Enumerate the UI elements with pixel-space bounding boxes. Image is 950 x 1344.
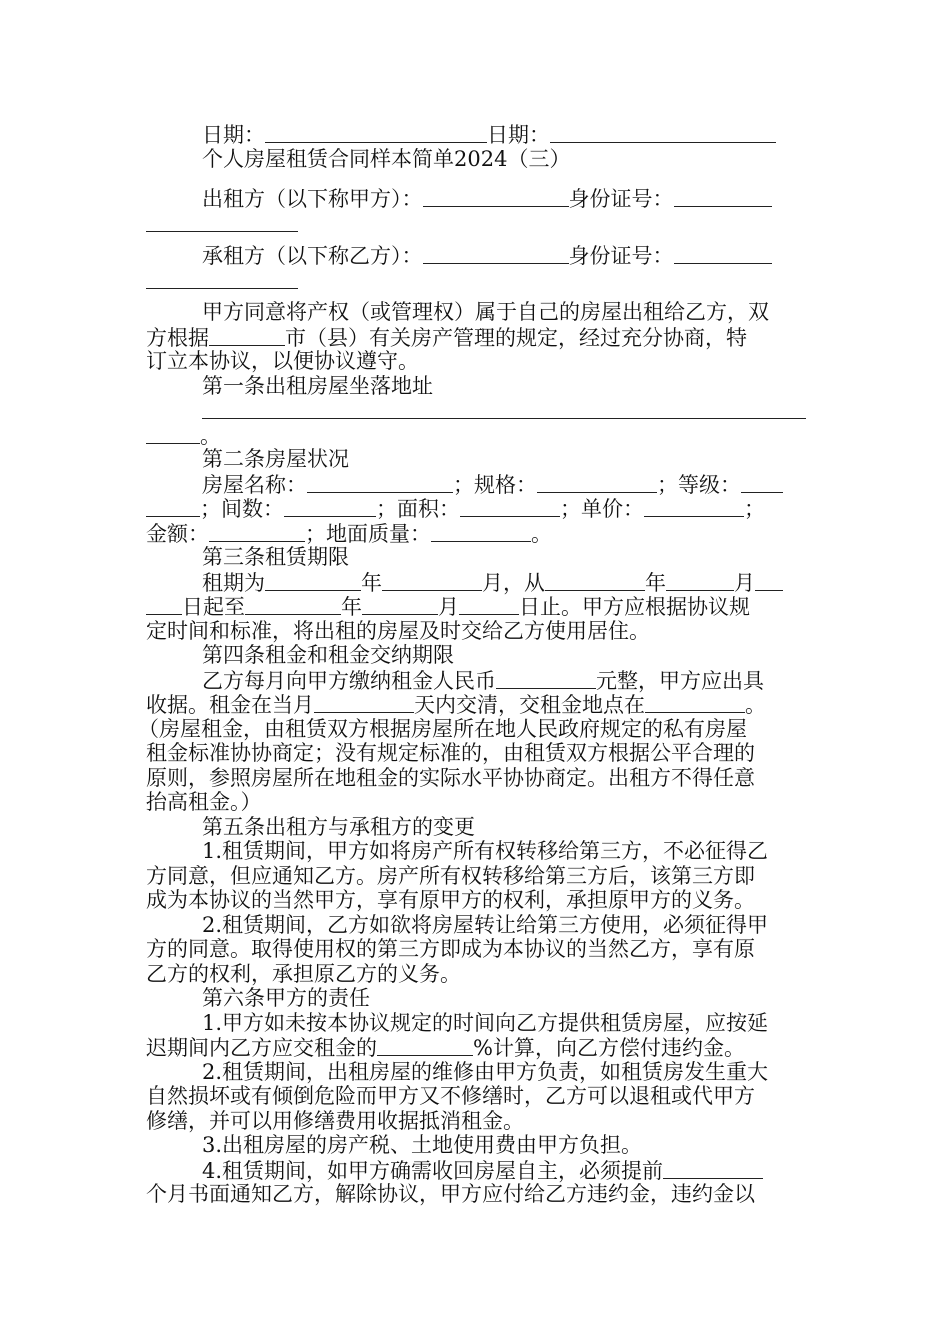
- notice-months-blank: [663, 1159, 763, 1179]
- article-6-p1-l2: [146, 1035, 806, 1060]
- lessee-id-blank-cont: [146, 269, 298, 289]
- end-month: 月: [438, 595, 459, 619]
- term-month: 月，从: [482, 570, 545, 595]
- end-year: 年: [341, 595, 362, 619]
- article-4-heading: 第四条租金和租金交纳期限: [202, 643, 454, 667]
- document-title: [146, 147, 806, 172]
- article-1-heading: 第一条出租房屋坐落地址: [202, 373, 433, 398]
- price-end: ；: [744, 497, 765, 521]
- grade-label: ；等级：: [657, 472, 741, 497]
- article-6-p4-l1: [146, 1158, 806, 1183]
- lease-term-line-3: 定时间和标准，将出租的房屋及时交给乙方使用居住。: [146, 618, 650, 643]
- article-6-p3-l1: 3.出租房屋的房产税、土地使用费由甲方负担。: [202, 1133, 643, 1157]
- lessee-id-continued: [146, 268, 806, 293]
- article-5-p1-l2: 方同意，但应通知乙方。房产所有权转移给第三方后，该第三方即: [146, 863, 755, 888]
- date-blank-1: [265, 123, 487, 143]
- date-label-2: 日期：: [487, 123, 550, 147]
- document-title-text: 个人房屋租赁合同样本简单2024（三）: [202, 146, 571, 171]
- lessor-id-label: 身份证号：: [568, 187, 674, 211]
- until-end: 日止。甲方应根据协议规: [519, 595, 750, 619]
- rent-note-line-1: （房屋租金，由租赁双方根据房屋所在地人民政府规定的私有房屋: [138, 716, 747, 741]
- notice-label: 4.租赁期间，如甲方确需收回房屋自主，必须提前: [202, 1158, 664, 1183]
- rent-line-1: [146, 668, 806, 693]
- address-end: 。: [200, 423, 221, 448]
- preamble-line-1: 甲方同意将产权（或管理权）属于自己的房屋出租给乙方，双: [202, 300, 769, 324]
- rent-days-blank: [314, 693, 414, 713]
- article-5-p1-l1: 1.租赁期间，甲方如将房产所有权转移给第三方，不必征得乙: [202, 839, 769, 863]
- article-2-heading: 第二条房屋状况: [202, 447, 349, 471]
- article-6-heading: 第六条甲方的责任: [202, 986, 370, 1010]
- start-day-blank: [755, 571, 783, 591]
- lessor-line: [146, 186, 806, 211]
- preamble-line-3: 订立本协议，以便协议遵守。: [146, 349, 419, 373]
- floor-end: 。: [531, 521, 552, 546]
- rent-place-label: 天内交清，交租金地点在: [414, 693, 645, 717]
- rent-note-line-2: 租金标准协协商定；没有规定标准的，由租赁双方根据公平合理的: [146, 741, 755, 765]
- term-label: 租期为: [202, 570, 265, 595]
- address-blank-line: [146, 398, 806, 423]
- penalty-label: 迟期间内乙方应交租金的: [146, 1036, 377, 1060]
- house-status-line-2: [146, 496, 806, 521]
- article-3-heading: 第三条租赁期限: [202, 545, 349, 569]
- lessor-id-continued: [146, 211, 806, 236]
- lease-term-line-2: [146, 594, 806, 619]
- rooms-blank: [284, 497, 376, 517]
- article-5-heading: 第五条出租方与承租方的变更: [202, 814, 475, 839]
- area-blank: [460, 497, 560, 517]
- amount-label: 金额：: [146, 521, 209, 546]
- amount-blank: [209, 522, 305, 542]
- penalty-percent-blank: [377, 1036, 473, 1056]
- contract-body: [138, 122, 806, 1207]
- rent-place-end: 。: [745, 693, 766, 717]
- term-month-blank: [382, 571, 482, 591]
- rooms-label: ；间数：: [200, 497, 284, 521]
- article-6-p2-l3: 修缮，并可以用修缮费用收据抵消租金。: [146, 1108, 524, 1133]
- article-5-p1-l3: 成为本协议的当然甲方，享有原甲方的权利，承担原甲方的义务。: [146, 888, 755, 912]
- article-5-p2-l2: 方的同意。取得使用权的第三方即成为本协议的当然乙方，享有原: [146, 937, 755, 961]
- end-day-blank: [459, 595, 519, 615]
- article-6-p2-l2: 自然损坏或有倾倒危险而甲方又不修缮时，乙方可以退租或代甲方: [146, 1084, 755, 1108]
- start-year-blank: [545, 571, 645, 591]
- lessee-id-blank: [674, 244, 772, 264]
- end-month-blank: [362, 595, 438, 615]
- lease-term-line-1: [146, 570, 806, 595]
- house-name-label: 房屋名称：: [202, 472, 307, 497]
- article-5-p2-l1: 2.租赁期间，乙方如欲将房屋转让给第三方使用，必须征得甲: [202, 912, 769, 937]
- lessor-id-blank-cont: [146, 212, 298, 232]
- term-year: 年: [361, 570, 382, 595]
- rent-due-label: 收据。租金在当月: [146, 693, 314, 717]
- until-label: 日起至: [182, 595, 245, 619]
- lessee-line: [146, 243, 806, 268]
- penalty-label-end: %计算，向乙方偿付违约金。: [473, 1036, 745, 1060]
- house-status-line-1: [146, 472, 806, 497]
- city-blank: [209, 326, 285, 346]
- end-year-blank: [245, 595, 341, 615]
- lessee-name-blank: [423, 244, 569, 264]
- rent-line-2: [146, 692, 806, 717]
- house-status-line-3: [146, 521, 806, 546]
- date-blank-2: [550, 123, 776, 143]
- spec-label: ；规格：: [453, 472, 537, 497]
- preamble-l2a: 方根据: [146, 325, 209, 350]
- start-day-blank-cont: [146, 595, 182, 615]
- grade-blank-cont: [146, 497, 200, 517]
- start-year: 年: [645, 570, 666, 595]
- term-year-blank: [265, 571, 361, 591]
- spec-blank: [537, 473, 657, 493]
- lessee-id-label: 身份证号：: [568, 244, 674, 268]
- start-month-blank: [666, 571, 734, 591]
- article-6-p1-l1: 1.甲方如未按本协议规定的时间向乙方提供租赁房屋，应按延: [202, 1010, 769, 1035]
- floor-blank: [431, 522, 531, 542]
- article-6-p2-l1: 2.租赁期间，出租房屋的维修由甲方负责，如租赁房发生重大: [202, 1059, 769, 1084]
- date-label-1: 日期：: [202, 123, 265, 147]
- address-blank-end: [146, 423, 806, 448]
- start-month: 月: [734, 570, 755, 595]
- preamble-l2b: 市（县）有关房产管理的规定，经过充分协商，特: [285, 325, 747, 350]
- rent-note-line-3: 原则，参照房屋所在地租金的实际水平协协商定。出租方不得任意: [146, 765, 755, 790]
- address-blank-cont: [146, 424, 200, 444]
- preamble-line-2: [146, 325, 806, 350]
- rent-place-blank: [645, 693, 745, 713]
- rent-note-line-4: 抬高租金。）: [146, 790, 262, 814]
- area-label: ；面积：: [376, 497, 460, 521]
- lessor-label: 出租方（以下称甲方）：: [202, 187, 423, 211]
- lessor-name-blank: [423, 187, 569, 207]
- lessee-label: 承租方（以下称乙方）：: [202, 244, 423, 268]
- rent-amount-blank: [496, 669, 596, 689]
- price-blank: [644, 497, 744, 517]
- rent-label-end: 元整，甲方应出具: [596, 668, 764, 693]
- article-5-p2-l3: 乙方的权利，承担原乙方的义务。: [146, 961, 461, 986]
- article-6-p4-l2: 个月书面通知乙方，解除协议，甲方应付给乙方违约金，违约金以: [146, 1182, 755, 1206]
- lessor-id-blank: [674, 187, 772, 207]
- house-name-blank: [307, 473, 453, 493]
- date-line: [146, 122, 806, 147]
- grade-blank: [741, 473, 783, 493]
- price-label: ；单价：: [560, 497, 644, 521]
- floor-label: ；地面质量：: [305, 521, 431, 546]
- address-blank: [202, 399, 806, 419]
- rent-label: 乙方每月向甲方缴纳租金人民币: [202, 668, 496, 693]
